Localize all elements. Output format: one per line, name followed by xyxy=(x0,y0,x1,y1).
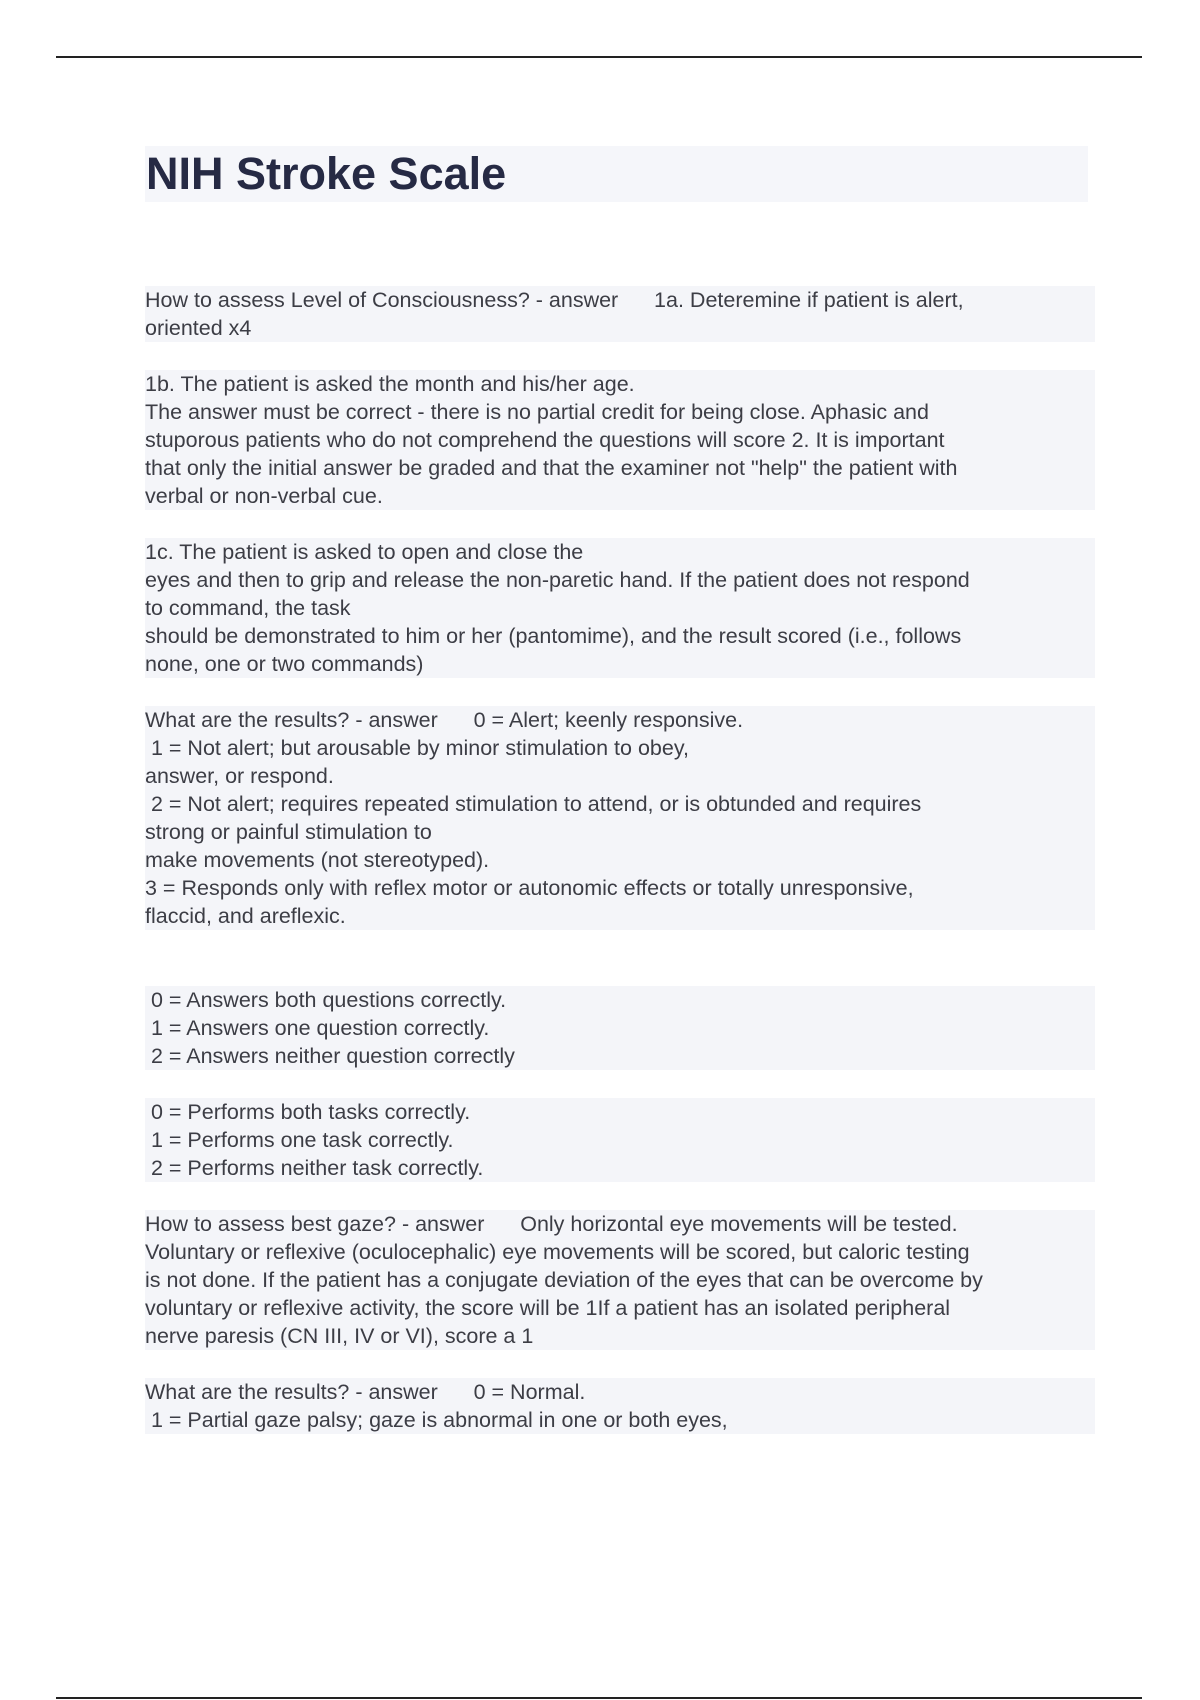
text-line: 1 = Performs one task correctly. xyxy=(145,1126,1095,1154)
paragraph-loc-1c xyxy=(145,538,1095,678)
text-line: eyes and then to grip and release the non-paretic hand. If the patient does not respond xyxy=(145,566,1095,594)
spacer xyxy=(145,958,1095,986)
paragraph-gaze-assess xyxy=(145,1210,1095,1350)
text-line: 1 = Not alert; but arousable by minor stimulation to obey, xyxy=(145,734,1095,762)
text-line: 0 = Performs both tasks correctly. xyxy=(145,1098,1095,1126)
text-line: strong or painful stimulation to xyxy=(145,818,1095,846)
text-line: How to assess Level of Consciousness? - answer 1a. Deteremine if patient is alert, xyxy=(145,286,1095,314)
paragraph-gaze-results xyxy=(145,1378,1095,1434)
text-line: stuporous patients who do not comprehend the questions will score 2. It is important xyxy=(145,426,1095,454)
page-title: NIH Stroke Scale xyxy=(146,148,507,199)
text-line: 1 = Partial gaze palsy; gaze is abnormal in one or both eyes, xyxy=(145,1406,1095,1434)
text-line: The answer must be correct - there is no partial credit for being close. Aphasic and xyxy=(145,398,1095,426)
top-page-rule xyxy=(56,56,1142,58)
text-line: 0 = Answers both questions correctly. xyxy=(145,986,1095,1014)
text-line: verbal or non-verbal cue. xyxy=(145,482,1095,510)
text-line: should be demonstrated to him or her (pantomime), and the result scored (i.e., follows xyxy=(145,622,1095,650)
text-line: answer, or respond. xyxy=(145,762,1095,790)
text-line: 2 = Not alert; requires repeated stimulation to attend, or is obtunded and requires xyxy=(145,790,1095,818)
text-line: flaccid, and areflexic. xyxy=(145,902,1095,930)
text-line: 2 = Answers neither question correctly xyxy=(145,1042,1095,1070)
text-line: What are the results? - answer 0 = Alert; keenly responsive. xyxy=(145,706,1095,734)
text-line: nerve paresis (CN III, IV or VI), score a 1 xyxy=(145,1322,1095,1350)
paragraph-loc-1b xyxy=(145,370,1095,510)
text-line: 1b. The patient is asked the month and his/her age. xyxy=(145,370,1095,398)
text-line: 1c. The patient is asked to open and close the xyxy=(145,538,1095,566)
text-line: make movements (not stereotyped). xyxy=(145,846,1095,874)
bottom-page-rule xyxy=(56,1697,1142,1699)
text-line: is not done. If the patient has a conjugate deviation of the eyes that can be overcome by xyxy=(145,1266,1095,1294)
text-line: 3 = Responds only with reflex motor or autonomic effects or totally unresponsive, xyxy=(145,874,1095,902)
text-line: none, one or two commands) xyxy=(145,650,1095,678)
text-line: Voluntary or reflexive (oculocephalic) eye movements will be scored, but caloric testing xyxy=(145,1238,1095,1266)
text-line: oriented x4 xyxy=(145,314,1095,342)
text-line: that only the initial answer be graded and that the examiner not "help" the patient with xyxy=(145,454,1095,482)
paragraph-commands-scores xyxy=(145,1098,1095,1182)
text-line: How to assess best gaze? - answer Only horizontal eye movements will be tested. xyxy=(145,1210,1095,1238)
text-line: to command, the task xyxy=(145,594,1095,622)
paragraph-loc-assess xyxy=(145,286,1095,342)
document-body xyxy=(145,286,1095,1462)
paragraph-questions-scores xyxy=(145,986,1095,1070)
text-line: voluntary or reflexive activity, the score will be 1If a patient has an isolated peripheral xyxy=(145,1294,1095,1322)
text-line: What are the results? - answer 0 = Normal. xyxy=(145,1378,1095,1406)
paragraph-loc-results xyxy=(145,706,1095,930)
text-line: 2 = Performs neither task correctly. xyxy=(145,1154,1095,1182)
text-line: 1 = Answers one question correctly. xyxy=(145,1014,1095,1042)
